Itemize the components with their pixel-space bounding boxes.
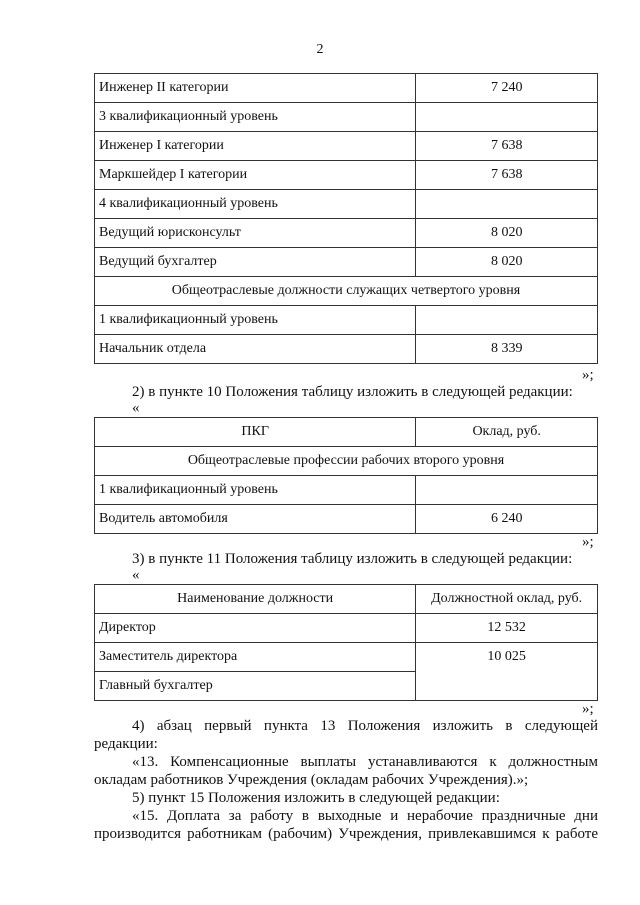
item-3-text: 3) в пункте 11 Положения таблицу изложить в следующей редакции: bbox=[132, 551, 573, 567]
table-row bbox=[95, 248, 598, 277]
group-heading: Общеотраслевые профессии рабочих второго уровня bbox=[95, 447, 598, 476]
quote-15-line-2: производится работникам (рабочим) Учреждения, привлекавшимся к работе bbox=[94, 826, 598, 842]
position-cell: Заместитель директора bbox=[95, 643, 416, 672]
group-heading: Общеотраслевые должности служащих четвертого уровня bbox=[95, 277, 598, 306]
position-cell: Ведущий юрисконсульт bbox=[95, 219, 416, 248]
table-row bbox=[95, 219, 598, 248]
close-quote: »; bbox=[582, 367, 594, 383]
position-cell: Маркшейдер I категории bbox=[95, 161, 416, 190]
table-row bbox=[95, 74, 598, 103]
table-header-row bbox=[95, 418, 598, 447]
position-cell: Инженер I категории bbox=[95, 132, 416, 161]
salary-cell bbox=[416, 672, 598, 701]
position-cell: Инженер II категории bbox=[95, 74, 416, 103]
position-cell: Главный бухгалтер bbox=[95, 672, 416, 701]
table-group-row bbox=[95, 447, 598, 476]
salary-cell: 6 240 bbox=[416, 505, 598, 534]
position-cell: Водитель автомобиля bbox=[95, 505, 416, 534]
item-2-text: 2) в пункте 10 Положения таблицу изложить в следующей редакции: bbox=[132, 384, 573, 400]
quote-13-line-1: «13. Компенсационные выплаты устанавливаются к должностным bbox=[132, 754, 598, 770]
salary-cell: 7 240 bbox=[416, 74, 598, 103]
salary-cell: 8 020 bbox=[416, 219, 598, 248]
salary-cell bbox=[416, 476, 598, 505]
header-cell: Наименование должности bbox=[95, 585, 416, 614]
table-row bbox=[95, 306, 598, 335]
salary-cell bbox=[416, 103, 598, 132]
workers-salary-table bbox=[94, 417, 598, 534]
item-4-line-1: 4) абзац первый пункта 13 Положения изложить в следующей bbox=[132, 718, 598, 734]
table-row bbox=[95, 161, 598, 190]
close-quote: »; bbox=[582, 701, 594, 717]
salary-cell bbox=[416, 306, 598, 335]
table-row bbox=[95, 505, 598, 534]
table-row bbox=[95, 335, 598, 364]
header-cell: ПКГ bbox=[95, 418, 416, 447]
salary-cell: 12 532 bbox=[416, 614, 598, 643]
position-cell: Ведущий бухгалтер bbox=[95, 248, 416, 277]
close-quote: »; bbox=[582, 534, 594, 550]
table-row bbox=[95, 103, 598, 132]
table-row bbox=[95, 476, 598, 505]
position-cell: Начальник отдела bbox=[95, 335, 416, 364]
table-row bbox=[95, 643, 598, 672]
position-cell: Директор bbox=[95, 614, 416, 643]
header-cell: Должностной оклад, руб. bbox=[416, 585, 598, 614]
level-cell: 3 квалификационный уровень bbox=[95, 103, 416, 132]
table-row bbox=[95, 190, 598, 219]
table-header-row bbox=[95, 585, 598, 614]
item-4-line-2: редакции: bbox=[94, 736, 158, 752]
table-row bbox=[95, 132, 598, 161]
quote-13-line-2: окладам работников Учреждения (окладам рабочих Учреждения).»; bbox=[94, 772, 529, 788]
header-cell: Оклад, руб. bbox=[416, 418, 598, 447]
open-quote: « bbox=[132, 400, 140, 416]
table-group-row bbox=[95, 277, 598, 306]
salary-cell: 10 025 bbox=[416, 643, 598, 672]
item-5-text: 5) пункт 15 Положения изложить в следующей редакции: bbox=[132, 790, 500, 806]
salary-cell: 7 638 bbox=[416, 161, 598, 190]
management-salary-table bbox=[94, 584, 598, 701]
salary-cell: 7 638 bbox=[416, 132, 598, 161]
level-cell: 4 квалификационный уровень bbox=[95, 190, 416, 219]
level-cell: 1 квалификационный уровень bbox=[95, 476, 416, 505]
level-cell: 1 квалификационный уровень bbox=[95, 306, 416, 335]
table-row bbox=[95, 614, 598, 643]
table-row bbox=[95, 672, 598, 701]
salary-cell: 8 020 bbox=[416, 248, 598, 277]
page-number: 2 bbox=[316, 42, 324, 57]
quote-15-line-1: «15. Доплата за работу в выходные и нерабочие праздничные дни bbox=[132, 808, 598, 824]
open-quote: « bbox=[132, 567, 140, 583]
salary-cell: 8 339 bbox=[416, 335, 598, 364]
salary-cell bbox=[416, 190, 598, 219]
salary-table-continued bbox=[94, 73, 598, 364]
